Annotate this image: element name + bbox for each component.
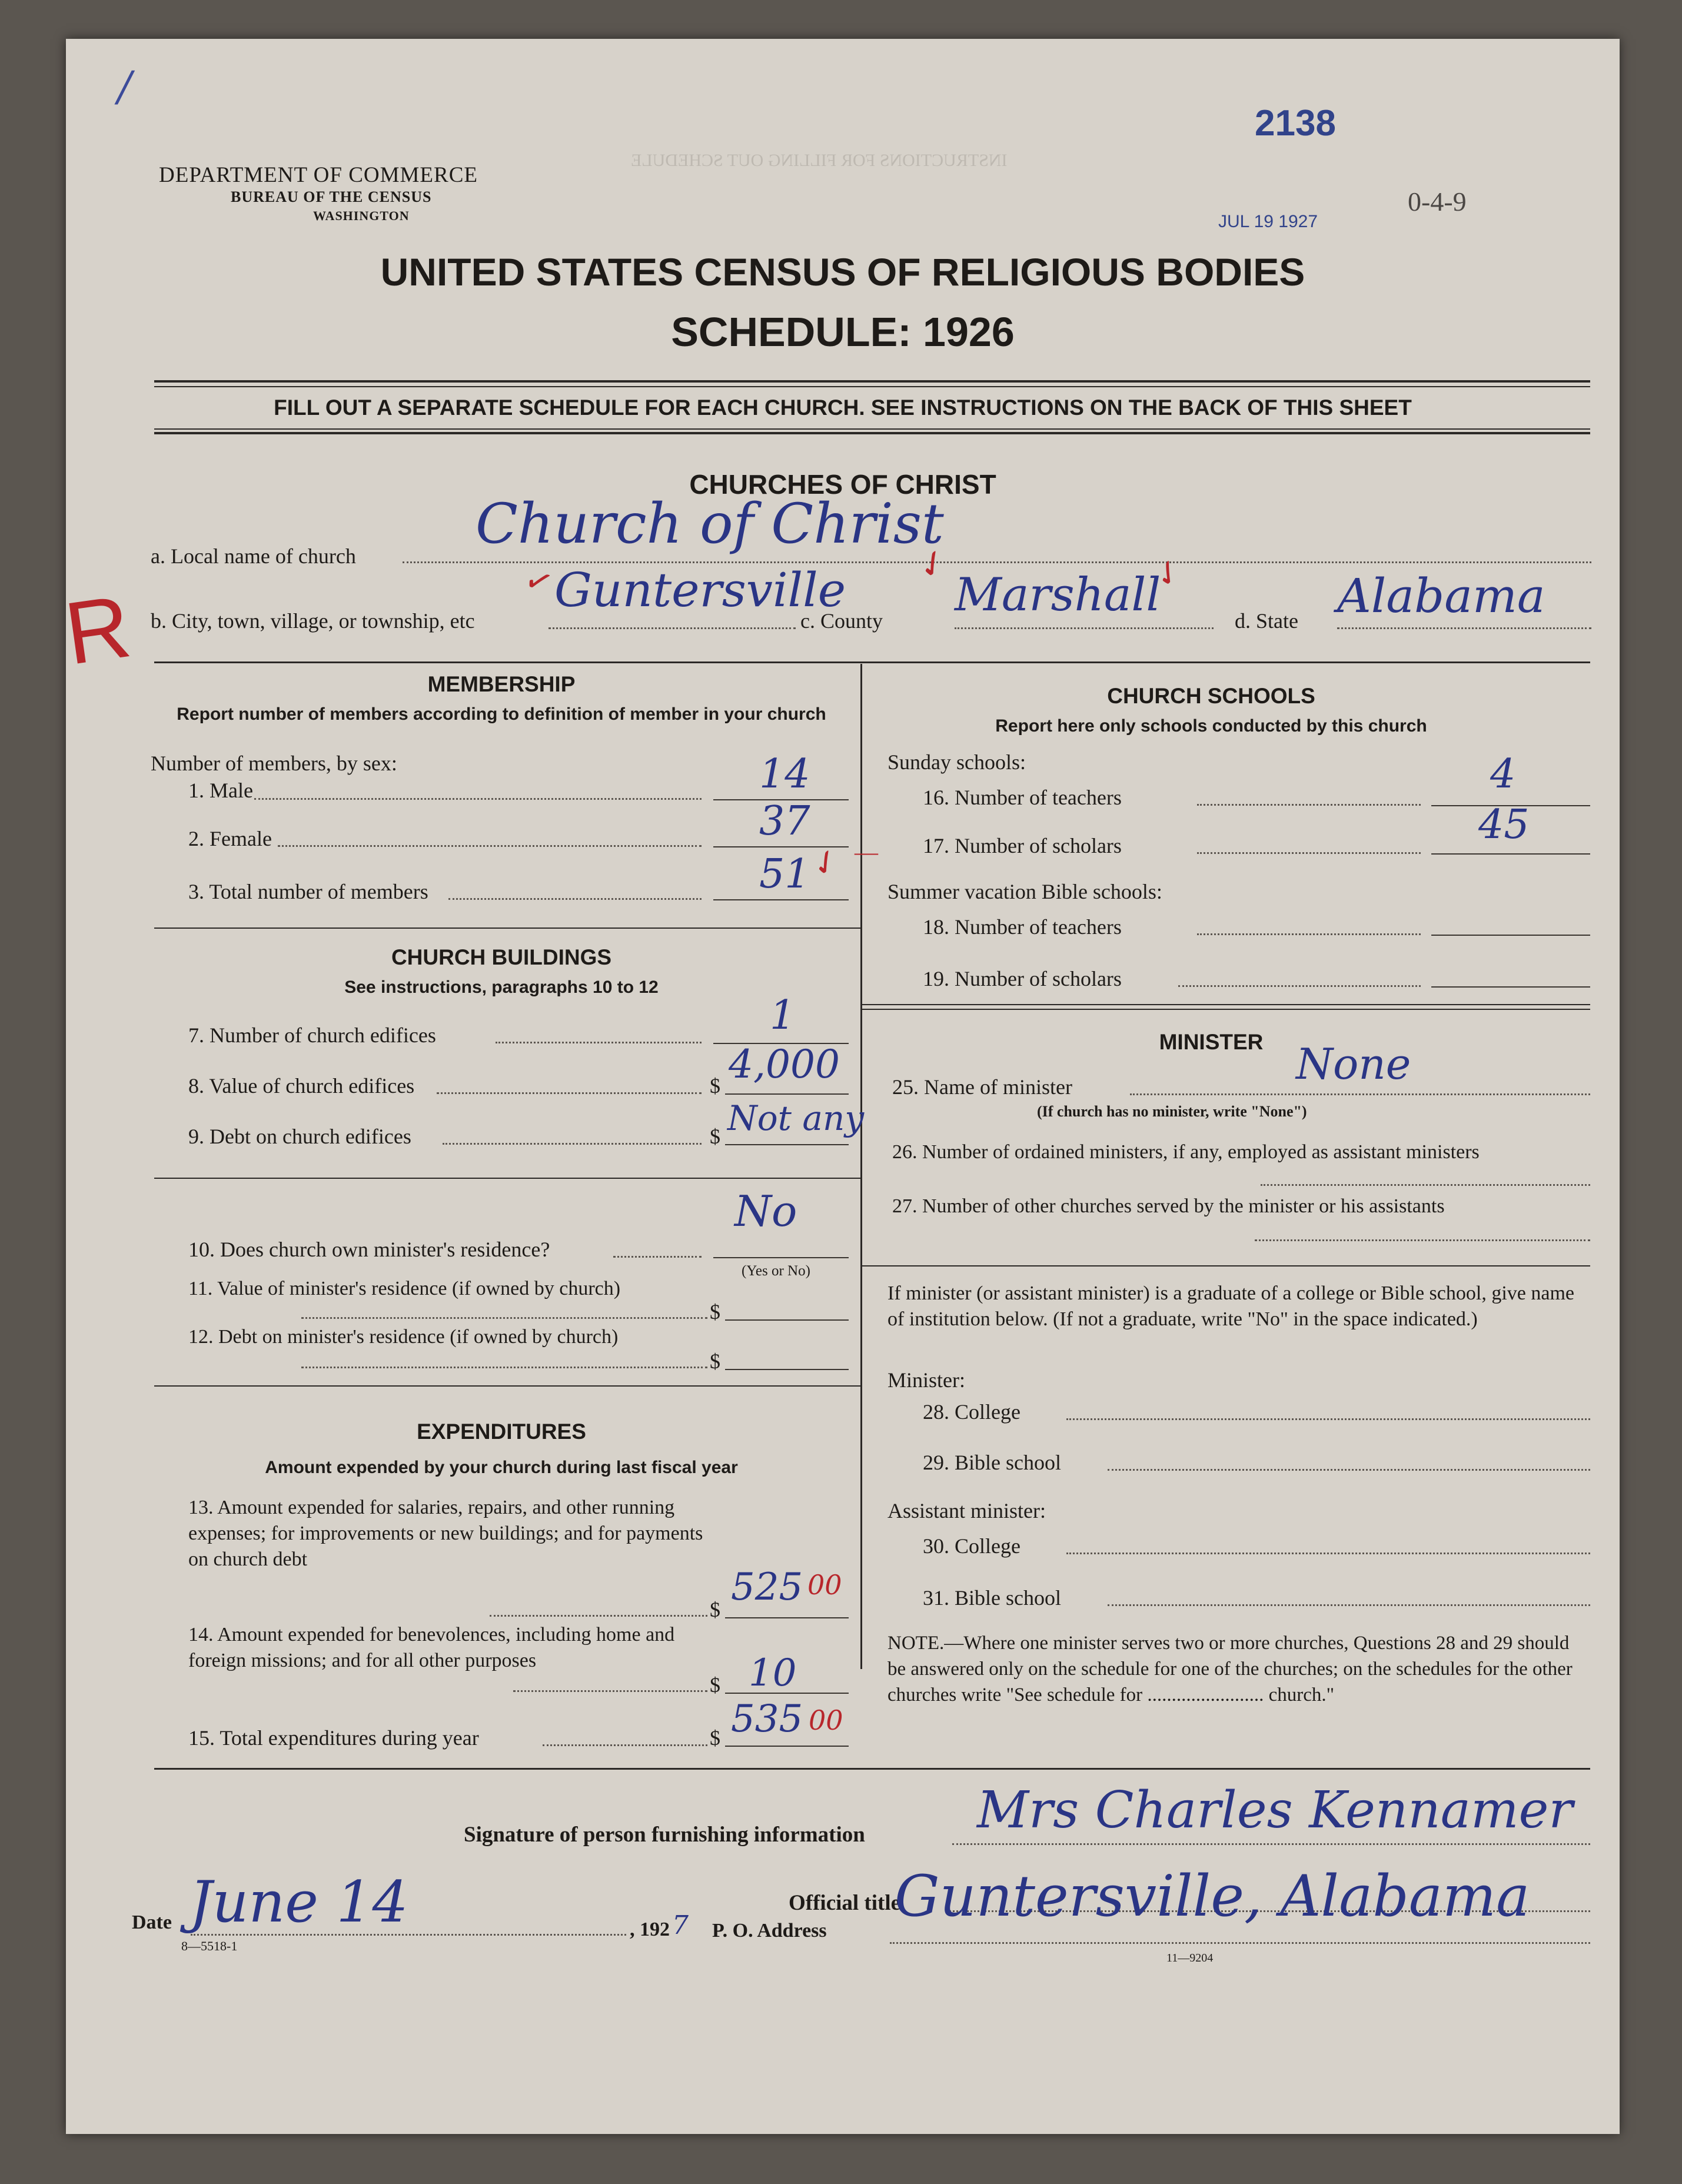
q8-label: 8. Value of church edifices [188,1074,415,1098]
q25-label: 25. Name of minister [892,1075,1072,1099]
denomination-heading: CHURCHES OF CHRIST [689,469,996,500]
q1-male-value[interactable]: 14 [759,751,810,797]
date-value[interactable]: June 14 [190,1869,408,1935]
q25-value[interactable]: None [1296,1039,1411,1089]
q3-label: 3. Total number of members [188,880,428,903]
po-address-label: P. O. Address [712,1920,827,1942]
membership-note: Report number of members according to definition of member in your church [177,704,826,724]
dollar-sign: $ [710,1726,720,1750]
minister-note: (If church has no minister, write "None") [1037,1103,1307,1120]
q14-label: 14. Amount expended for benevolences, including home and foreign missions; and for all other purposes [188,1624,675,1671]
classification-code: 0-4-9 [1408,187,1467,217]
q30-label: 30. College [923,1534,1020,1558]
file-number: 2138 [1255,103,1336,144]
q2-female-value[interactable]: 37 [759,798,810,845]
q27-label: 27. Number of other churches served by the minister or his assistants [892,1195,1445,1217]
received-date-stamp: JUL 19 1927 [1218,212,1318,231]
red-check-mark: ✓ [519,560,558,604]
q28-label: 28. College [923,1400,1020,1424]
dollar-sign: $ [710,1074,720,1098]
q13-label: 13. Amount expended for salaries, repairs, and other running expenses; for improvements or new buildings; and for payments on church debt [188,1497,703,1570]
sunday-schools-label: Sunday schools: [887,750,1026,774]
q7-value[interactable]: 1 [770,992,796,1039]
minister-footnote: NOTE.—Where one minister serves two or more churches, Questions 28 and 29 should be answered only on the schedule for one of the churches; on the schedules for the other churches write "See schedule for ........................ church." [887,1633,1573,1706]
q10-label: 10. Does church own minister's residence? [188,1238,550,1261]
form-subtitle: SCHEDULE: 1926 [671,309,1015,355]
instruction-line: FILL OUT A SEPARATE SCHEDULE FOR EACH CHURCH. SEE INSTRUCTIONS ON THE BACK OF THIS SHEET [274,395,1412,420]
red-correction-mark: 00 [809,1704,843,1736]
form-title: UNITED STATES CENSUS OF RELIGIOUS BODIES [380,250,1305,294]
county-label: c. County [800,609,883,633]
graduate-instruction: If minister (or assistant minister) is a graduate of a college or Bible school, give name of institution below. (If not a graduate, write "No" in the space indicated.) [887,1282,1574,1330]
q9-label: 9. Debt on church edifices [188,1125,411,1148]
summer-schools-label: Summer vacation Bible schools: [887,880,1162,903]
expenditures-note: Amount expended by your church during last fiscal year [265,1458,738,1477]
dollar-sign: $ [710,1349,720,1373]
q26-label: 26. Number of ordained ministers, if any, employed as assistant ministers [892,1141,1480,1163]
dollar-sign: $ [710,1598,720,1621]
red-check-mark: ✓ [1146,551,1191,597]
q17-label: 17. Number of scholars [923,834,1122,857]
state-label: d. State [1235,609,1298,633]
q3-total-value[interactable]: 51 [759,851,810,897]
q7-label: 7. Number of church edifices [188,1023,436,1047]
q15-value[interactable]: 535 [731,1697,803,1741]
state-value[interactable]: Alabama [1337,569,1545,623]
bureau-city: WASHINGTON [313,208,410,223]
census-schedule-page [59,39,1620,2134]
dollar-sign: $ [710,1300,720,1324]
po-address-value[interactable]: Guntersville, Alabama [895,1863,1530,1929]
local-name-value[interactable]: Church of Christ [476,492,944,556]
q14-value[interactable]: 10 [749,1651,797,1695]
buildings-heading: CHURCH BUILDINGS [391,945,612,969]
q15-label: 15. Total expenditures during year [188,1726,479,1750]
q16-label: 16. Number of teachers [923,786,1122,809]
membership-heading: MEMBERSHIP [427,672,576,696]
bleed-through-text: INSTRUCTIONS FOR FILLING OUT SCHEDULE [631,151,1008,170]
year-digit[interactable]: 7 [672,1910,689,1940]
red-correction-mark: 00 [807,1569,842,1601]
q9-value[interactable]: Not any [727,1098,865,1138]
q8-value[interactable]: 4,000 [729,1042,840,1087]
expenditures-heading: EXPENDITURES [417,1420,586,1444]
year-printed: , 192 [630,1919,670,1940]
q12-label: 12. Debt on minister's residence (if owned by church) [188,1326,619,1348]
yes-or-no-note: (Yes or No) [742,1263,810,1279]
city-value[interactable]: Guntersville [554,563,846,617]
minister-heading: MINISTER [1159,1030,1264,1054]
assistant-minister-sublabel: Assistant minister: [887,1499,1046,1523]
blue-check-mark: / [118,62,132,111]
buildings-note: See instructions, paragraphs 10 to 12 [344,978,659,997]
signature-value[interactable]: Mrs Charles Kennamer [977,1781,1573,1840]
dollar-sign: $ [710,1125,720,1148]
signature-label: Signature of person furnishing information [464,1823,865,1847]
q11-label: 11. Value of minister's residence (if owned by church) [188,1278,621,1299]
q19-label: 19. Number of scholars [923,967,1122,990]
q13-value[interactable]: 525 [731,1565,803,1609]
red-check-mark: ✓ [805,840,847,886]
members-by-sex-label: Number of members, by sex: [151,752,397,775]
q17-value[interactable]: 45 [1478,802,1530,848]
q2-label: 2. Female [188,827,272,850]
red-check-mark: ✓ [910,540,956,589]
official-title-label: Official title [789,1891,901,1915]
city-label: b. City, town, village, or township, etc [151,609,475,633]
printer-code: 11—9204 [1166,1952,1214,1964]
q18-label: 18. Number of teachers [923,915,1122,939]
q16-value[interactable]: 4 [1490,751,1516,797]
dollar-sign: $ [710,1673,720,1697]
local-name-label: a. Local name of church [151,544,356,568]
county-value[interactable]: Marshall [955,569,1161,621]
red-dash-mark: — [855,839,878,865]
q10-value[interactable]: No [734,1186,797,1236]
church-schools-note: Report here only schools conducted by this church [995,716,1427,736]
minister-sublabel: Minister: [887,1368,965,1392]
department-name: DEPARTMENT OF COMMERCE [159,163,478,187]
church-schools-heading: CHURCH SCHOOLS [1107,684,1315,708]
q31-label: 31. Bible school [923,1586,1061,1610]
red-r-mark: R [59,576,137,683]
q29-label: 29. Bible school [923,1451,1061,1474]
bureau-name: BUREAU OF THE CENSUS [231,188,432,205]
form-number: 8—5518-1 [181,1939,238,1953]
date-label: Date [132,1912,172,1933]
q1-label: 1. Male [188,779,253,802]
